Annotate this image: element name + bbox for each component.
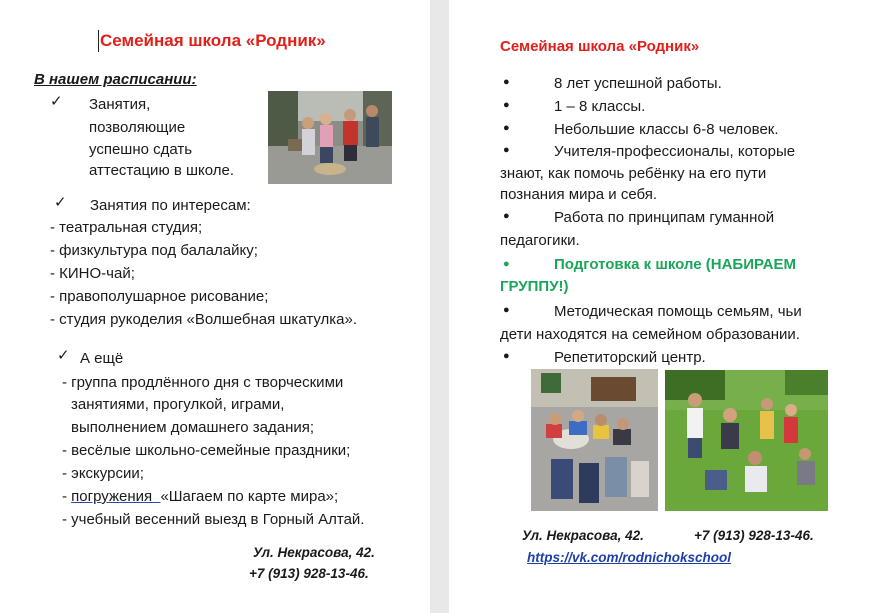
right-phone: +7 (913) 928-13-46.	[694, 528, 814, 543]
left-page	[0, 0, 430, 613]
interest-item: - КИНО-чай;	[50, 265, 135, 282]
classes-line: Занятия,	[89, 96, 151, 113]
photo-kids-indoors	[531, 369, 658, 511]
feature-item-cont: знают, как помочь ребёнку на его пути	[500, 165, 767, 182]
feature-item: Репетиторский центр.	[554, 349, 706, 366]
school-prep-item-cont: ГРУППУ!)	[500, 278, 569, 295]
immersion-rest: «Шагаем по карте мира»;	[160, 488, 339, 505]
feature-item: 8 лет успешной работы.	[554, 75, 722, 92]
bullet-icon: ●	[503, 350, 510, 362]
feature-item: Методическая помощь семьям, чьи	[554, 303, 802, 320]
left-address: Ул. Некрасова, 42.	[253, 545, 375, 560]
bullet-icon: ●	[503, 76, 510, 88]
right-page	[449, 0, 888, 613]
feature-item: Работа по принципам гуманной	[554, 209, 775, 226]
left-page-title: Семейная школа «Родник»	[100, 31, 326, 50]
check-icon: ✓	[54, 194, 67, 211]
right-page-title: Семейная школа «Родник»	[500, 38, 700, 55]
immersion-prefix: -	[62, 488, 72, 505]
feature-item: Учителя-профессионалы, которые	[554, 143, 796, 160]
feature-item-cont: дети находятся на семейном образовании.	[500, 326, 800, 343]
check-icon: ✓	[50, 93, 63, 110]
more-item: выполнением домашнего задания;	[71, 419, 315, 436]
interest-item: - правополушарное рисование;	[50, 288, 269, 305]
feature-item-cont: познания мира и себя.	[500, 186, 658, 203]
right-address: Ул. Некрасова, 42.	[522, 528, 644, 543]
left-phone: +7 (913) 928-13-46.	[249, 566, 369, 581]
bullet-icon: ●	[503, 144, 510, 156]
more-item: - группа продлённого дня с творческими	[62, 374, 344, 391]
schedule-heading: В нашем расписании:	[34, 71, 197, 88]
vk-link[interactable]: https://vk.com/rodnichokschool	[527, 550, 732, 565]
interest-item: - физкультура под балалайку;	[50, 242, 258, 259]
photo-kids-outdoors	[268, 91, 392, 184]
interest-item: - студия рукоделия «Волшебная шкатулка».	[50, 311, 358, 328]
interests-heading: Занятия по интересам:	[90, 197, 251, 214]
bullet-icon: ●	[503, 258, 510, 270]
bullet-icon: ●	[503, 210, 510, 222]
immersion-link[interactable]: погружения	[71, 488, 161, 505]
classes-line: позволяющие	[89, 119, 186, 136]
text-cursor	[98, 30, 99, 52]
more-item: занятиями, прогулкой, играми,	[71, 396, 285, 413]
photo-kids-grass	[665, 370, 828, 511]
bullet-icon: ●	[503, 99, 510, 111]
check-icon: ✓	[57, 347, 70, 364]
feature-item: Небольшие классы 6-8 человек.	[554, 121, 779, 138]
immersion-item	[62, 485, 338, 508]
classes-line: успешно сдать	[89, 141, 193, 158]
interest-item: - театральная студия;	[50, 219, 203, 236]
more-item: - весёлые школьно-семейные праздники;	[62, 442, 351, 459]
feature-item: 1 – 8 классы.	[554, 98, 646, 115]
bullet-icon: ●	[503, 304, 510, 316]
more-item: - учебный весенний выезд в Горный Алтай.	[62, 511, 365, 528]
school-prep-item: Подготовка к школе (НАБИРАЕМ	[554, 256, 797, 273]
bullet-icon: ●	[503, 122, 510, 134]
classes-line: аттестацию в школе.	[89, 162, 235, 179]
more-item: - экскурсии;	[62, 465, 144, 482]
feature-item-cont: педагогики.	[500, 232, 580, 249]
more-heading: А ещё	[80, 350, 124, 367]
